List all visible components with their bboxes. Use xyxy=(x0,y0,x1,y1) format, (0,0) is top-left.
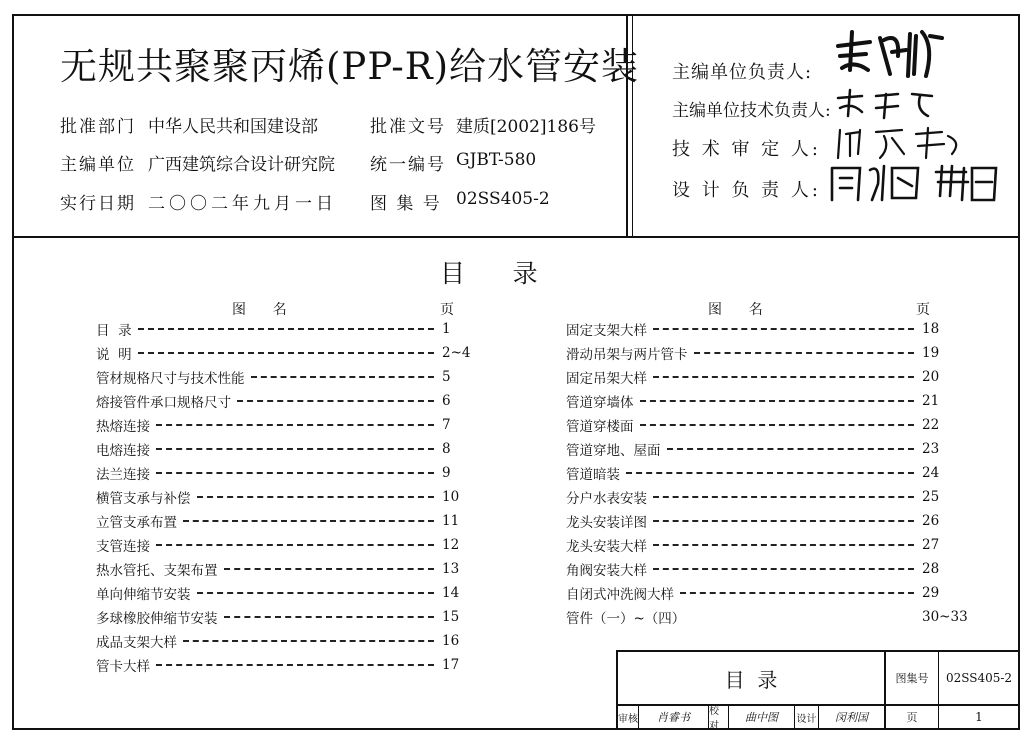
toc-entry[interactable] xyxy=(566,318,966,340)
toc-col-page-left: 页 xyxy=(440,302,454,318)
toc-entry[interactable] xyxy=(96,510,486,532)
leader-dots xyxy=(653,376,914,378)
effective-date-value: 二〇〇二年九月一日 xyxy=(148,194,337,214)
leader-dots xyxy=(653,568,914,570)
leader-dots xyxy=(251,376,435,378)
toc-entry-title: 管卡大样 xyxy=(96,659,150,675)
toc-entry-page: 22 xyxy=(922,417,940,433)
toc-entry-page: 1 xyxy=(442,321,451,337)
leader-dots xyxy=(237,400,434,402)
leader-dots xyxy=(138,352,434,354)
toc-entry[interactable] xyxy=(566,606,966,628)
toc-entry-page: 9 xyxy=(442,465,451,481)
toc-entry-page: 11 xyxy=(442,513,460,529)
leader-dots xyxy=(640,400,915,402)
tech-reviewer-label: 技 术 审 定 人: xyxy=(672,139,821,160)
effective-date-label: 实行日期 xyxy=(60,194,136,214)
toc-entry-title: 滑动吊架与两片管卡 xyxy=(566,347,688,363)
leader-dots xyxy=(156,424,434,426)
approval-doc-label: 批准文号 xyxy=(370,117,446,137)
toc-entry-title: 龙头安装大样 xyxy=(566,539,647,555)
leader-dots xyxy=(653,328,914,330)
toc-entry[interactable] xyxy=(566,534,966,556)
toc-entry-title: 分户水表安装 xyxy=(566,491,647,507)
toc-entry-page: 21 xyxy=(922,393,940,409)
leader-dots xyxy=(626,472,914,474)
leader-dots xyxy=(183,640,434,642)
review-label: 审核 xyxy=(618,713,638,725)
leader-dots xyxy=(680,592,914,594)
check-signature: 曲中图 xyxy=(745,711,778,724)
leader-dots xyxy=(224,616,435,618)
leader-dots xyxy=(653,544,914,546)
toc-entry-page: 29 xyxy=(922,585,940,601)
header-bottom-rule xyxy=(12,236,1020,238)
toc-entry-page: 10 xyxy=(442,489,460,505)
leader-dots xyxy=(138,328,434,330)
toc-entry-title: 管材规格尺寸与技术性能 xyxy=(96,371,245,387)
toc-entry-title: 管道穿墙体 xyxy=(566,395,634,411)
toc-entry-title: 固定支架大样 xyxy=(566,323,647,339)
toc-entry-title: 热水管托、支架布置 xyxy=(96,563,218,579)
toc-col-name-left: 图 名 xyxy=(232,302,287,318)
toc-entry-page: 16 xyxy=(442,633,460,649)
toc-entry-title: 管道穿地、屋面 xyxy=(566,443,661,459)
signature-design-lead xyxy=(826,160,1002,206)
toc-entry-title: 横管支承与补偿 xyxy=(96,491,191,507)
atlas-number-label: 图 集 号 xyxy=(370,194,442,214)
toc-entry[interactable] xyxy=(566,462,966,484)
toc-entry-page: 17 xyxy=(442,657,460,673)
leader-dots xyxy=(694,352,915,354)
editor-unit-value: 广西建筑综合设计研究院 xyxy=(148,155,335,175)
toc-entry-title: 管道暗装 xyxy=(566,467,620,483)
toc-entry-page: 13 xyxy=(442,561,460,577)
toc-entry[interactable] xyxy=(96,342,486,364)
toc-entry-page: 15 xyxy=(442,609,460,625)
toc-entry[interactable] xyxy=(96,438,486,460)
toc-entry[interactable] xyxy=(96,318,486,340)
toc-entry-title: 管道穿楼面 xyxy=(566,419,634,435)
toc-entry-title: 管件（一）~（四） xyxy=(566,611,686,627)
toc-entry-page: 5 xyxy=(442,369,451,385)
toc-entry-title: 热熔连接 xyxy=(96,419,150,435)
leader-dots xyxy=(197,496,435,498)
signature-chief-editor xyxy=(830,26,950,82)
toc-entry-page: 24 xyxy=(922,465,940,481)
toc-entry-page: 8 xyxy=(442,441,451,457)
toc-entry[interactable] xyxy=(96,558,486,580)
toc-heading: 目 录 xyxy=(440,259,538,288)
toc-entry-title: 角阀安装大样 xyxy=(566,563,647,579)
atlas-value: 02SS405-2 xyxy=(945,671,1013,685)
page-label: 页 xyxy=(906,711,918,724)
signature-tech-lead xyxy=(832,88,942,122)
toc-entry-page: 6 xyxy=(442,393,451,409)
approval-doc-value: 建质[2002]186号 xyxy=(456,117,596,137)
toc-entry-page: 30~33 xyxy=(922,609,968,625)
toc-entry[interactable] xyxy=(96,630,486,652)
toc-entry[interactable] xyxy=(96,390,486,412)
title-block-name: 目 录 xyxy=(724,667,778,692)
toc-entry-page: 7 xyxy=(442,417,451,433)
toc-entry-title: 固定吊架大样 xyxy=(566,371,647,387)
chief-editor-label: 主编单位负责人: xyxy=(672,62,813,83)
toc-entry-page: 20 xyxy=(922,369,940,385)
toc-entry[interactable] xyxy=(96,582,486,604)
review-signature: 肖睿书 xyxy=(657,711,690,724)
toc-entry-page: 18 xyxy=(922,321,940,337)
leader-dots xyxy=(156,544,434,546)
leader-dots xyxy=(653,520,914,522)
title-block xyxy=(616,650,1018,732)
toc-entry[interactable] xyxy=(566,342,966,364)
toc-entry-title: 单向伸缩节安装 xyxy=(96,587,191,603)
toc-entry-title: 熔接管件承口规格尺寸 xyxy=(96,395,231,411)
leader-dots xyxy=(667,448,915,450)
toc-entry-page: 28 xyxy=(922,561,940,577)
leader-dots xyxy=(183,520,434,522)
unified-number-label: 统一编号 xyxy=(370,155,446,175)
toc-entry[interactable] xyxy=(96,462,486,484)
toc-entry[interactable] xyxy=(96,606,486,628)
design-lead-label: 设 计 负 责 人: xyxy=(672,180,821,201)
toc-entry[interactable] xyxy=(566,486,966,508)
toc-entry[interactable] xyxy=(96,414,486,436)
atlas-number-value: 02SS405-2 xyxy=(456,189,550,209)
tech-lead-label: 主编单位技术负责人: xyxy=(672,101,831,121)
toc-entry-title: 多球橡胶伸缩节安装 xyxy=(96,611,218,627)
leader-dots xyxy=(156,472,434,474)
toc-entry-title: 自闭式冲洗阀大样 xyxy=(566,587,674,603)
leader-dots xyxy=(653,496,914,498)
toc-entry[interactable] xyxy=(566,558,966,580)
toc-entry[interactable] xyxy=(566,438,966,460)
toc-entry-title: 法兰连接 xyxy=(96,467,150,483)
check-label: 校对 xyxy=(709,706,719,732)
toc-entry-title: 电熔连接 xyxy=(96,443,150,459)
toc-entry[interactable] xyxy=(96,486,486,508)
toc-entry[interactable] xyxy=(566,414,966,436)
design-signature: 闵利国 xyxy=(835,711,868,724)
toc-entry-page: 14 xyxy=(442,585,460,601)
toc-col-page-right: 页 xyxy=(916,302,930,318)
toc-entry-title: 目 录 xyxy=(96,323,132,339)
unified-number-value: GJBT-580 xyxy=(456,150,537,170)
toc-entry[interactable] xyxy=(96,534,486,556)
toc-entry[interactable] xyxy=(566,366,966,388)
leader-dots xyxy=(224,568,435,570)
leader-dots xyxy=(640,424,915,426)
atlas-label: 图集号 xyxy=(895,672,929,685)
toc-entry-page: 27 xyxy=(922,537,940,553)
atlas-title: 无规共聚聚丙烯(PP-R)给水管安装 xyxy=(60,45,639,88)
toc-entry[interactable] xyxy=(96,366,486,388)
leader-dots xyxy=(156,664,434,666)
toc-entry-page: 23 xyxy=(922,441,940,457)
toc-entry-title: 立管支承布置 xyxy=(96,515,177,531)
approval-dept-label: 批准部门 xyxy=(60,117,136,137)
toc-entry[interactable] xyxy=(566,582,966,604)
toc-entry[interactable] xyxy=(566,390,966,412)
toc-entry-page: 19 xyxy=(922,345,940,361)
toc-entry-page: 2~4 xyxy=(442,345,471,361)
toc-entry-title: 龙头安装详图 xyxy=(566,515,647,531)
design-label: 设计 xyxy=(796,713,817,725)
editor-unit-label: 主编单位 xyxy=(60,155,136,175)
toc-entry-title: 说 明 xyxy=(96,347,132,363)
approval-dept-value: 中华人民共和国建设部 xyxy=(148,117,318,137)
toc-entry-page: 25 xyxy=(922,489,940,505)
toc-entry-page: 12 xyxy=(442,537,460,553)
toc-entry[interactable] xyxy=(566,510,966,532)
toc-entry-page: 26 xyxy=(922,513,940,529)
toc-col-name-right: 图 名 xyxy=(708,302,763,318)
signature-tech-reviewer xyxy=(832,124,972,164)
page-value: 1 xyxy=(975,710,983,724)
leader-dots xyxy=(197,592,435,594)
leader-dots xyxy=(156,448,434,450)
toc-entry[interactable] xyxy=(96,654,486,676)
toc-entry-title: 支管连接 xyxy=(96,539,150,555)
toc-entry-title: 成品支架大样 xyxy=(96,635,177,651)
